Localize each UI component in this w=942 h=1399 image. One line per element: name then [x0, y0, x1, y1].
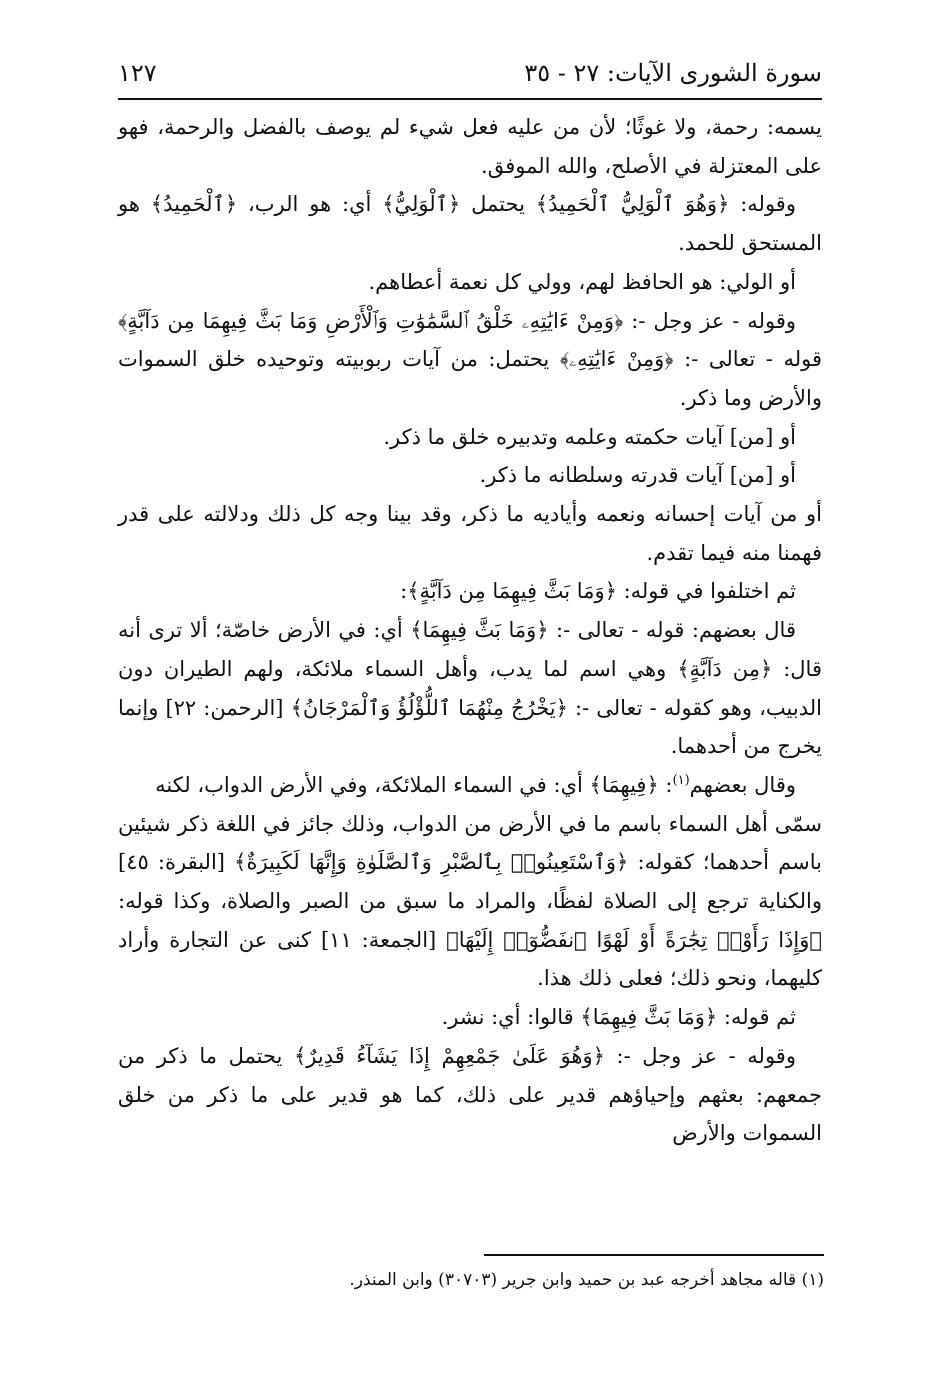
paragraph-text: : ﴿فِيهِمَا﴾ أي: في السماء الملائكة، وفي الأرض الدواب، لكنه [155, 772, 673, 797]
running-header [118, 52, 822, 94]
footnote-marker: (١) [672, 772, 690, 788]
footnote-rule [484, 1254, 824, 1256]
paragraph: يسمه: رحمة، ولا غوثًا؛ لأن من عليه فعل شيء لم يوصف بالفضل والرحمة، فهو على المعتزلة في الأصلح، والله الموفق. [118, 115, 822, 178]
paragraph: ثم اختلفوا في قوله: ﴿وَمَا بَثَّ فِيهِمَا مِن دَآبَّةٍ﴾: [400, 579, 796, 604]
paragraph: قال بعضهم: قوله - تعالى -: ﴿وَمَا بَثَّ فِيهِمَا﴾ أي: في الأرض خاصّة؛ ألا ترى أنه قال: ﴿مِن دَآبَّةٍ﴾ وهي اسم لما يدب، وأهل السماء ملائكة، ولهم الطيران دون الدبيب، وهو كقوله - تعالى -: ﴿يَخْرُجُ مِنْهُمَا ٱللُّؤْلُؤُ وَٱلْمَرْجَانُ﴾ [الرحمن: ٢٢] وإنما يخرج من أحدهما. [118, 618, 822, 759]
page-number: ١٢٧ [118, 59, 157, 87]
running-title: سورة الشورى الآيات: ٢٧ - ٣٥ [524, 59, 822, 87]
paragraph: أو [من] آيات قدرته وسلطانه ما ذكر. [479, 463, 796, 488]
paragraph-with-footnote [118, 766, 822, 805]
paragraph: وقوله - عز وجل -: ﴿وَمِنْ ءَايَٰتِهِۦ خَلْقُ ٱلسَّمَٰوَٰتِ وَٱلْأَرْضِ وَمَا بَثَّ فِيهِمَا مِن دَآبَّةٍ﴾ قوله - تعالى -: ﴿وَمِنْ ءَايَٰتِهِۦ﴾ يحتمل: من آيات ربوبيته وتوحيده خلق السموات والأرض وما ذكر. [118, 308, 822, 410]
header-rule [118, 98, 822, 100]
paragraph-text: وقال بعضهم [689, 772, 796, 797]
main-text [118, 108, 822, 1153]
paragraph: أو [من] آيات حكمته وعلمه وتدبيره خلق ما ذكر. [383, 424, 796, 449]
paragraph: أو من آيات إحسانه ونعمه وأياديه ما ذكر، وقد بينا وجه كل ذلك ودلالته على قدر فهمنا منه فيما تقدم. [118, 502, 822, 565]
paragraph: ثم قوله: ﴿وَمَا بَثَّ فِيهِمَا﴾ قالوا: أي: نشر. [441, 1005, 796, 1030]
paragraph: وقوله: ﴿وَهُوَ ٱلْوَلِيُّ ٱلْحَمِيدُ﴾ يحتمل ﴿ٱلْوَلِيُّ﴾ أي: هو الرب، ﴿ٱلْحَمِيدُ﴾ هو المستحق للحمد. [118, 192, 822, 256]
paragraph: أو الولي: هو الحافظ لهم، وولي كل نعمة أعطاهم. [368, 269, 796, 294]
paragraph: سمّى أهل السماء باسم ما في الأرض من الدواب، وذلك جائز في اللغة ذكر شيئين باسم أحدهما؛ كقوله: ﴿وَٱسْتَعِينُوا۟ بِٱلصَّبْرِ وَٱلصَّلَوٰةِ وَإِنَّهَا لَكَبِيرَةٌ﴾ [البقرة: ٤٥] والكناية ترجع إلى الصلاة لفظًا، والمراد ما سبق من الصبر والصلاة، وكذا قوله: ﴿وَإِذَا رَأَوْا۟ تِجَٰرَةً أَوْ لَهْوًا ٱنفَضُّوٓا۟ إِلَيْهَا﴾ [الجمعة: ١١] كنى عن التجارة وأراد كليهما، ونحو ذلك؛ فعلى ذلك هذا. [118, 811, 823, 991]
paragraph: وقوله - عز وجل -: ﴿وَهُوَ عَلَىٰ جَمْعِهِمْ إِذَا يَشَآءُ قَدِيرٌ﴾ يحتمل ما ذكر من جمعهم: بعثهم وإحياؤهم قدير على ذلك، كما هو قدير على ما ذكر من خلق السموات والأرض [118, 1043, 822, 1146]
footnote: (١) قاله مجاهد أخرجه عبد بن حميد وابن جرير (٣٠٧٠٣) وابن المنذر. [349, 1270, 824, 1290]
